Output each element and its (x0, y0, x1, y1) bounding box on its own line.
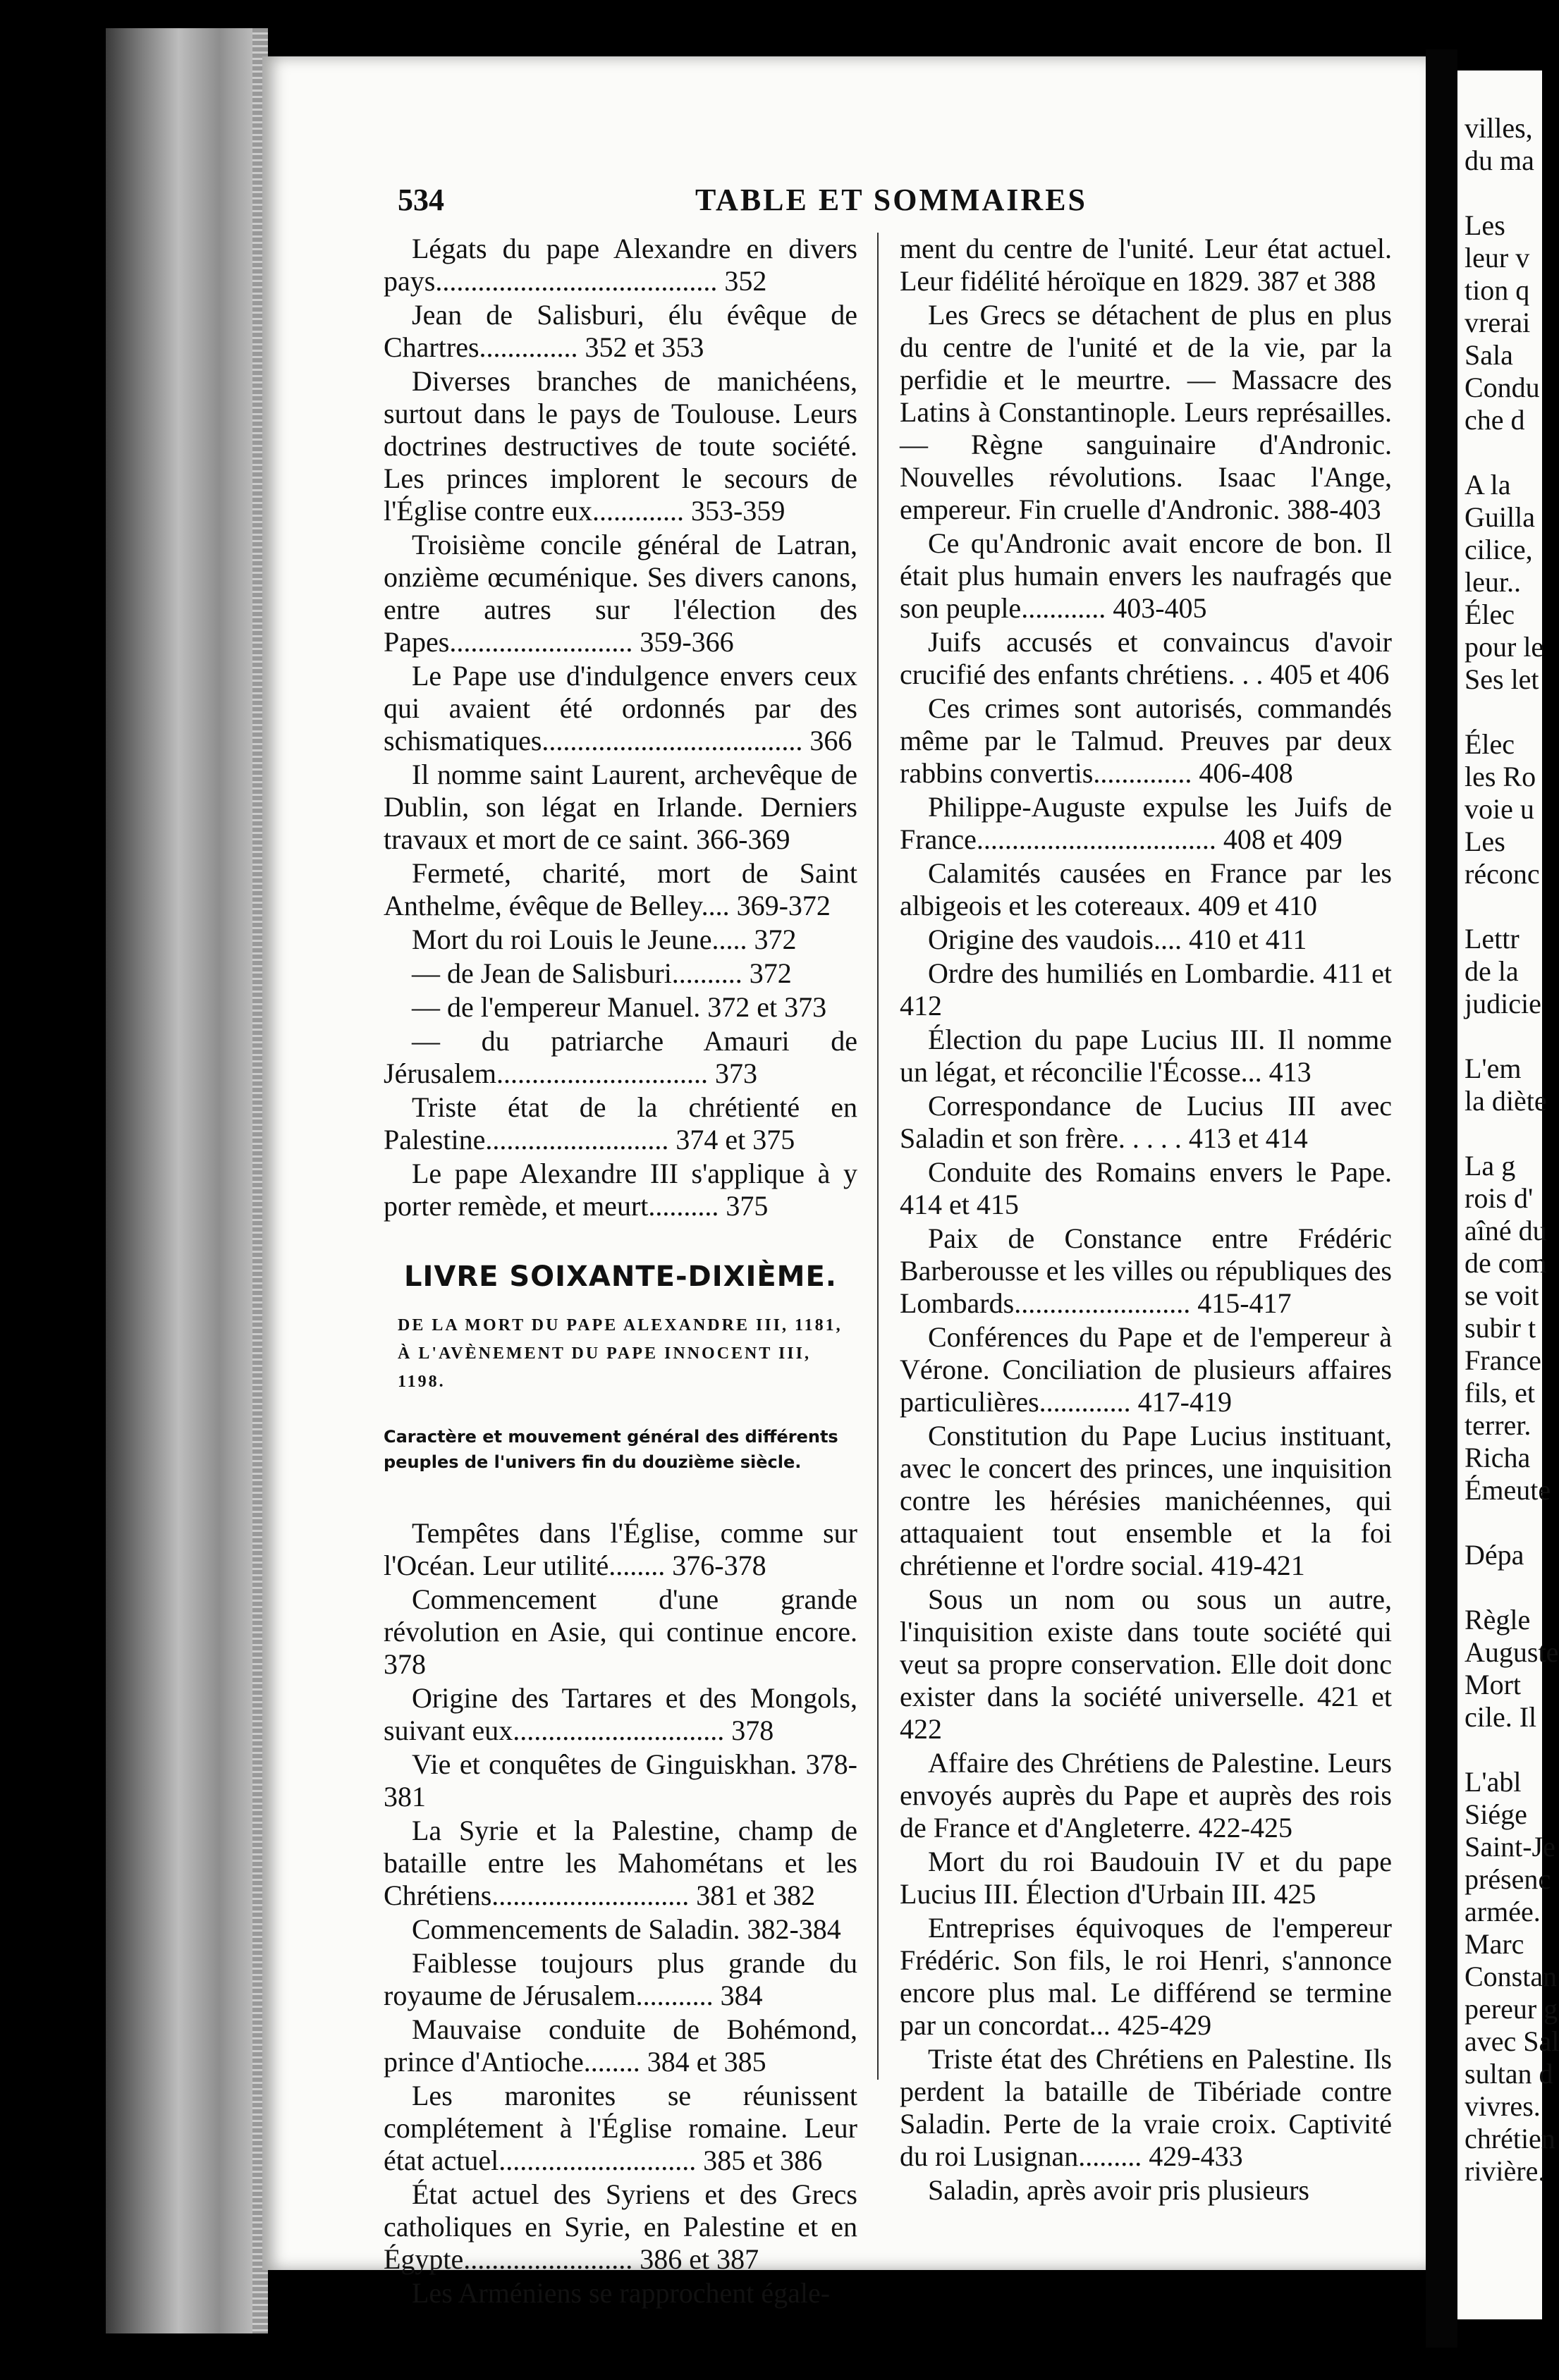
toc-entry: Paix de Constance entre Frédéric Barberousse et les villes ou républiques des Lombards......................... 415-417 (900, 1222, 1392, 1319)
next-page-fragment: Guilla (1465, 501, 1535, 533)
next-page-fragment: Émeute (1465, 1474, 1551, 1506)
toc-entry: Conférences du Pape et de l'empereur à Vérone. Conciliation de plusieurs affaires particulières............. 417-419 (900, 1321, 1392, 1418)
toc-entry: Calamités causées en France par les albigeois et les cotereaux. 409 et 410 (900, 857, 1392, 921)
toc-entry: Les Arméniens se rapprochent égale- (412, 2277, 831, 2309)
toc-entry: Le pape Alexandre III s'applique à y porter remède, et meurt.......... 375 (384, 1158, 857, 1222)
toc-entry: Mort du roi Louis le Jeune..... 372 (412, 924, 797, 955)
next-page-fragment: Élec (1465, 599, 1515, 630)
next-page-fragment: armée. (1465, 1896, 1541, 1927)
book-character: Caractère et mouvement général des différents peuples de l'univers fin du douzième siècle. (384, 1427, 838, 1472)
next-page-fragment: Marc (1465, 1928, 1524, 1960)
book-spine (106, 28, 268, 2333)
next-page-fragment: Règle (1465, 1604, 1531, 1636)
page-number: 534 (398, 183, 444, 217)
next-page-fragment: aîné du (1465, 1215, 1547, 1246)
entries-after (384, 1517, 857, 2310)
running-title: TABLE ET SOMMAIRES (695, 183, 1088, 217)
next-page-fragment: vrerai (1465, 307, 1531, 338)
toc-entry: Il nomme saint Laurent, archevêque de Dublin, son légat en Irlande. Derniers travaux et mort de ce saint. 366-369 (384, 759, 857, 855)
next-page-fragment: Saint-Je (1465, 1831, 1555, 1863)
next-page-fragment: tion q (1465, 274, 1530, 306)
next-page-fragment: de la (1465, 955, 1519, 987)
book-subtitle: DE LA MORT DU PAPE ALEXANDRE III, 1181, À L'AVÈNEMENT DU PAPE INNOCENT III, 1198. (398, 1316, 843, 1391)
toc-entry: Commencement d'une grande révolution en Asie, qui continue encore. 378 (384, 1583, 857, 1680)
toc-entry: Ces crimes sont autorisés, commandés même par le Talmud. Preuves par deux rabbins convertis.............. 406-408 (900, 692, 1392, 789)
next-page-fragment: pereur g (1465, 1993, 1558, 2025)
next-page-fragment: Les (1465, 826, 1505, 857)
next-page-fragment: Auguste (1465, 1636, 1559, 1668)
next-page-fragment: cilice, (1465, 534, 1533, 565)
next-page-fragment: du ma (1465, 145, 1534, 176)
right-entries (900, 299, 1392, 2207)
column-divider (877, 233, 879, 2080)
book-page (262, 56, 1426, 2309)
next-page-fragment: Constan (1465, 1961, 1558, 1992)
next-page-fragment: rois d' (1465, 1182, 1534, 1214)
toc-entry: La Syrie et la Palestine, champ de bataille entre les Mahométans et les Chrétiens............................ 381 et 382 (384, 1815, 857, 1911)
next-page-fragment: terrer. (1465, 1409, 1532, 1441)
toc-entry: État actuel des Syriens et des Grecs catholiques en Syrie, en Palestine et en Égypte........................ 386 et 387 (384, 2178, 857, 2275)
toc-entry: — du patriarche Amauri de Jérusalem.............................. 373 (384, 1025, 857, 1089)
toc-entry: Diverses branches de manichéens, surtout dans le pays de Toulouse. Leurs doctrines destructives de toute société. Les princes implorent le secours de l'Église contre eux............. 353-359 (384, 365, 857, 527)
next-page-fragment: L'abl (1465, 1766, 1522, 1798)
toc-entry: Constitution du Pape Lucius instituant, avec le concert des princes, une inquisition contre les hérésies manichéennes, qui attaquaient tout ensemble et la foi chrétienne et l'ordre social. 419-421 (900, 1420, 1392, 1581)
next-page-fragment: réconc (1465, 858, 1540, 890)
next-page-fragment: chrétien (1465, 2123, 1555, 2154)
toc-entry: Fermeté, charité, mort de Saint Anthelme, évêque de Belley.... 369-372 (384, 857, 857, 921)
next-page-fragment: Dépa (1465, 1539, 1524, 1571)
next-page-fragment: sultan d (1465, 2058, 1553, 2090)
toc-entry: Légats du pape Alexandre en divers pays........................................ 352 (384, 233, 857, 297)
toc-entry: Juifs accusés et convaincus d'avoir crucifié des enfants chrétiens. . . 405 et 406 (900, 626, 1392, 690)
next-page-fragment: la diète (1465, 1085, 1547, 1117)
toc-entry: Philippe-Auguste expulse les Juifs de France.................................. 408 et 409 (900, 791, 1392, 855)
toc-entry: Entreprises équivoques de l'empereur Frédéric. Son fils, le roi Henri, s'annonce encore plus mal. Le différend se termine par un concordat... 425-429 (900, 1912, 1392, 2041)
entries-before (384, 233, 857, 1222)
next-page-fragment: Siége (1465, 1798, 1527, 1830)
next-page-fragment: subir t (1465, 1312, 1536, 1344)
toc-entry: Mauvaise conduite de Bohémond, prince d'Antioche........ 384 et 385 (384, 2013, 857, 2078)
next-page-fragment: France (1465, 1344, 1541, 1376)
toc-entry: Affaire des Chrétiens de Palestine. Leurs envoyés auprès du Pape et auprès des rois de France et d'Angleterre. 422-425 (900, 1747, 1392, 1844)
toc-entry: Vie et conquêtes de Ginguiskhan. 378-381 (384, 1748, 857, 1812)
toc-entry: Correspondance de Lucius III avec Saladin et son frère. . . . . 413 et 414 (900, 1090, 1392, 1154)
toc-entry: Triste état de la chrétienté en Palestine.......................... 374 et 375 (384, 1091, 857, 1155)
toc-entry: Les Grecs se détachent de plus en plus du centre de l'unité et de la vie, par la perfidie et le meurtre. — Massacre des Latins à Constantinople. Leurs représailles. — Règne sanguinaire d'Andronic. Nouvelles révolutions. Isaac l'Ange, empereur. Fin cruelle d'Andronic. 388-403 (900, 299, 1392, 525)
next-page-fragment: présenc (1465, 1863, 1551, 1895)
page-header (398, 182, 1385, 224)
next-page-fragment: Lettr (1465, 923, 1520, 955)
next-page-fragment: Mort (1465, 1669, 1521, 1700)
toc-entry: Origine des vaudois.... 410 et 411 (928, 924, 1307, 955)
next-page-fragment: avec Sal (1465, 2025, 1559, 2057)
next-page-fragment: A la (1465, 469, 1511, 501)
book-title: LIVRE SOIXANTE-DIXIÈME. (403, 1260, 837, 1293)
toc-entry: Élection du pape Lucius III. Il nomme un légat, et réconcilie l'Écosse... 413 (900, 1024, 1392, 1088)
next-page-fragment: judicie (1465, 988, 1541, 1019)
continuation-entry: ment du centre de l'unité. Leur état actuel. Leur fidélité héroïque en 1829. 387 et 388 (900, 233, 1392, 297)
toc-entry: Commencements de Saladin. 382-384 (412, 1913, 841, 1945)
toc-entry: — de l'empereur Manuel. 372 et 373 (412, 991, 827, 1023)
next-page-fragment: La g (1465, 1150, 1516, 1182)
toc-entry: Ordre des humiliés en Lombardie. 411 et 412 (900, 957, 1392, 1022)
next-page-edge (1457, 70, 1559, 2319)
next-page-fragment: leur v (1465, 242, 1530, 274)
next-page-fragment: rivière. (1465, 2155, 1546, 2187)
next-page-fragment: villes, (1465, 112, 1533, 144)
next-page-fragment: Richa (1465, 1442, 1531, 1473)
next-page-fragment: Élec (1465, 728, 1515, 760)
page-gutter (1426, 49, 1457, 2348)
next-page-fragment: de com (1465, 1247, 1547, 1279)
next-page-fragment: Sala (1465, 339, 1513, 371)
next-page-fragment: che d (1465, 404, 1525, 436)
toc-entry: Mort du roi Baudouin IV et du pape Lucius III. Élection d'Urbain III. 425 (900, 1846, 1392, 1910)
next-page-fragment: Les (1465, 209, 1505, 241)
toc-entry: Sous un nom ou sous un autre, l'inquisition existe dans toute société qui veut sa propre conservation. Elle doit donc exister dans la société universelle. 421 et 422 (900, 1583, 1392, 1745)
next-page-fragment: pour le (1465, 631, 1544, 663)
toc-entry: Jean de Salisburi, élu évêque de Chartres.............. 352 et 353 (384, 299, 857, 363)
toc-entry: Origine des Tartares et des Mongols, suivant eux.............................. 378 (384, 1682, 857, 1746)
toc-entry: Conduite des Romains envers le Pape. 414 et 415 (900, 1156, 1392, 1220)
next-page-fragment: L'em (1465, 1053, 1522, 1084)
toc-entry: Les maronites se réunissent complétement à l'Église romaine. Leur état actuel............................ 385 et 386 (384, 2080, 857, 2176)
right-column (900, 233, 1392, 2208)
next-page-fragment: leur.. (1465, 566, 1521, 598)
next-page-fragment: Condu (1465, 372, 1540, 403)
left-column (384, 233, 857, 2311)
next-page-fragment: les Ro (1465, 761, 1536, 792)
toc-entry: Ce qu'Andronic avait encore de bon. Il était plus humain envers les naufragés que son peuple............ 403-405 (900, 527, 1392, 624)
next-page-fragment: se voit (1465, 1280, 1539, 1311)
toc-entry: Le Pape use d'indulgence envers ceux qui avaient été ordonnés par des schismatiques..................................... 366 (384, 660, 857, 756)
next-page-fragment: vivres. (1465, 2090, 1541, 2122)
toc-entry: Faiblesse toujours plus grande du royaume de Jérusalem........... 384 (384, 1947, 857, 2011)
next-page-fragment: fils, et (1465, 1377, 1535, 1409)
toc-entry: Tempêtes dans l'Église, comme sur l'Océan. Leur utilité........ 376-378 (384, 1517, 857, 1581)
toc-entry: Triste état des Chrétiens en Palestine. Ils perdent la bataille de Tibériade contre Saladin. Perte de la vraie croix. Captivité du roi Lusignan......... 429-433 (900, 2043, 1392, 2172)
next-page-fragment: voie u (1465, 793, 1534, 825)
toc-entry: — de Jean de Salisburi.......... 372 (412, 957, 792, 989)
next-page-fragment: cile. Il (1465, 1701, 1537, 1733)
toc-entry: Troisième concile général de Latran, onzième œcuménique. Ses divers canons, entre autres sur l'élection des Papes.......................... 359-366 (384, 529, 857, 658)
next-page-fragment: Ses let (1465, 663, 1539, 695)
toc-entry: Saladin, après avoir pris plusieurs (928, 2174, 1309, 2206)
